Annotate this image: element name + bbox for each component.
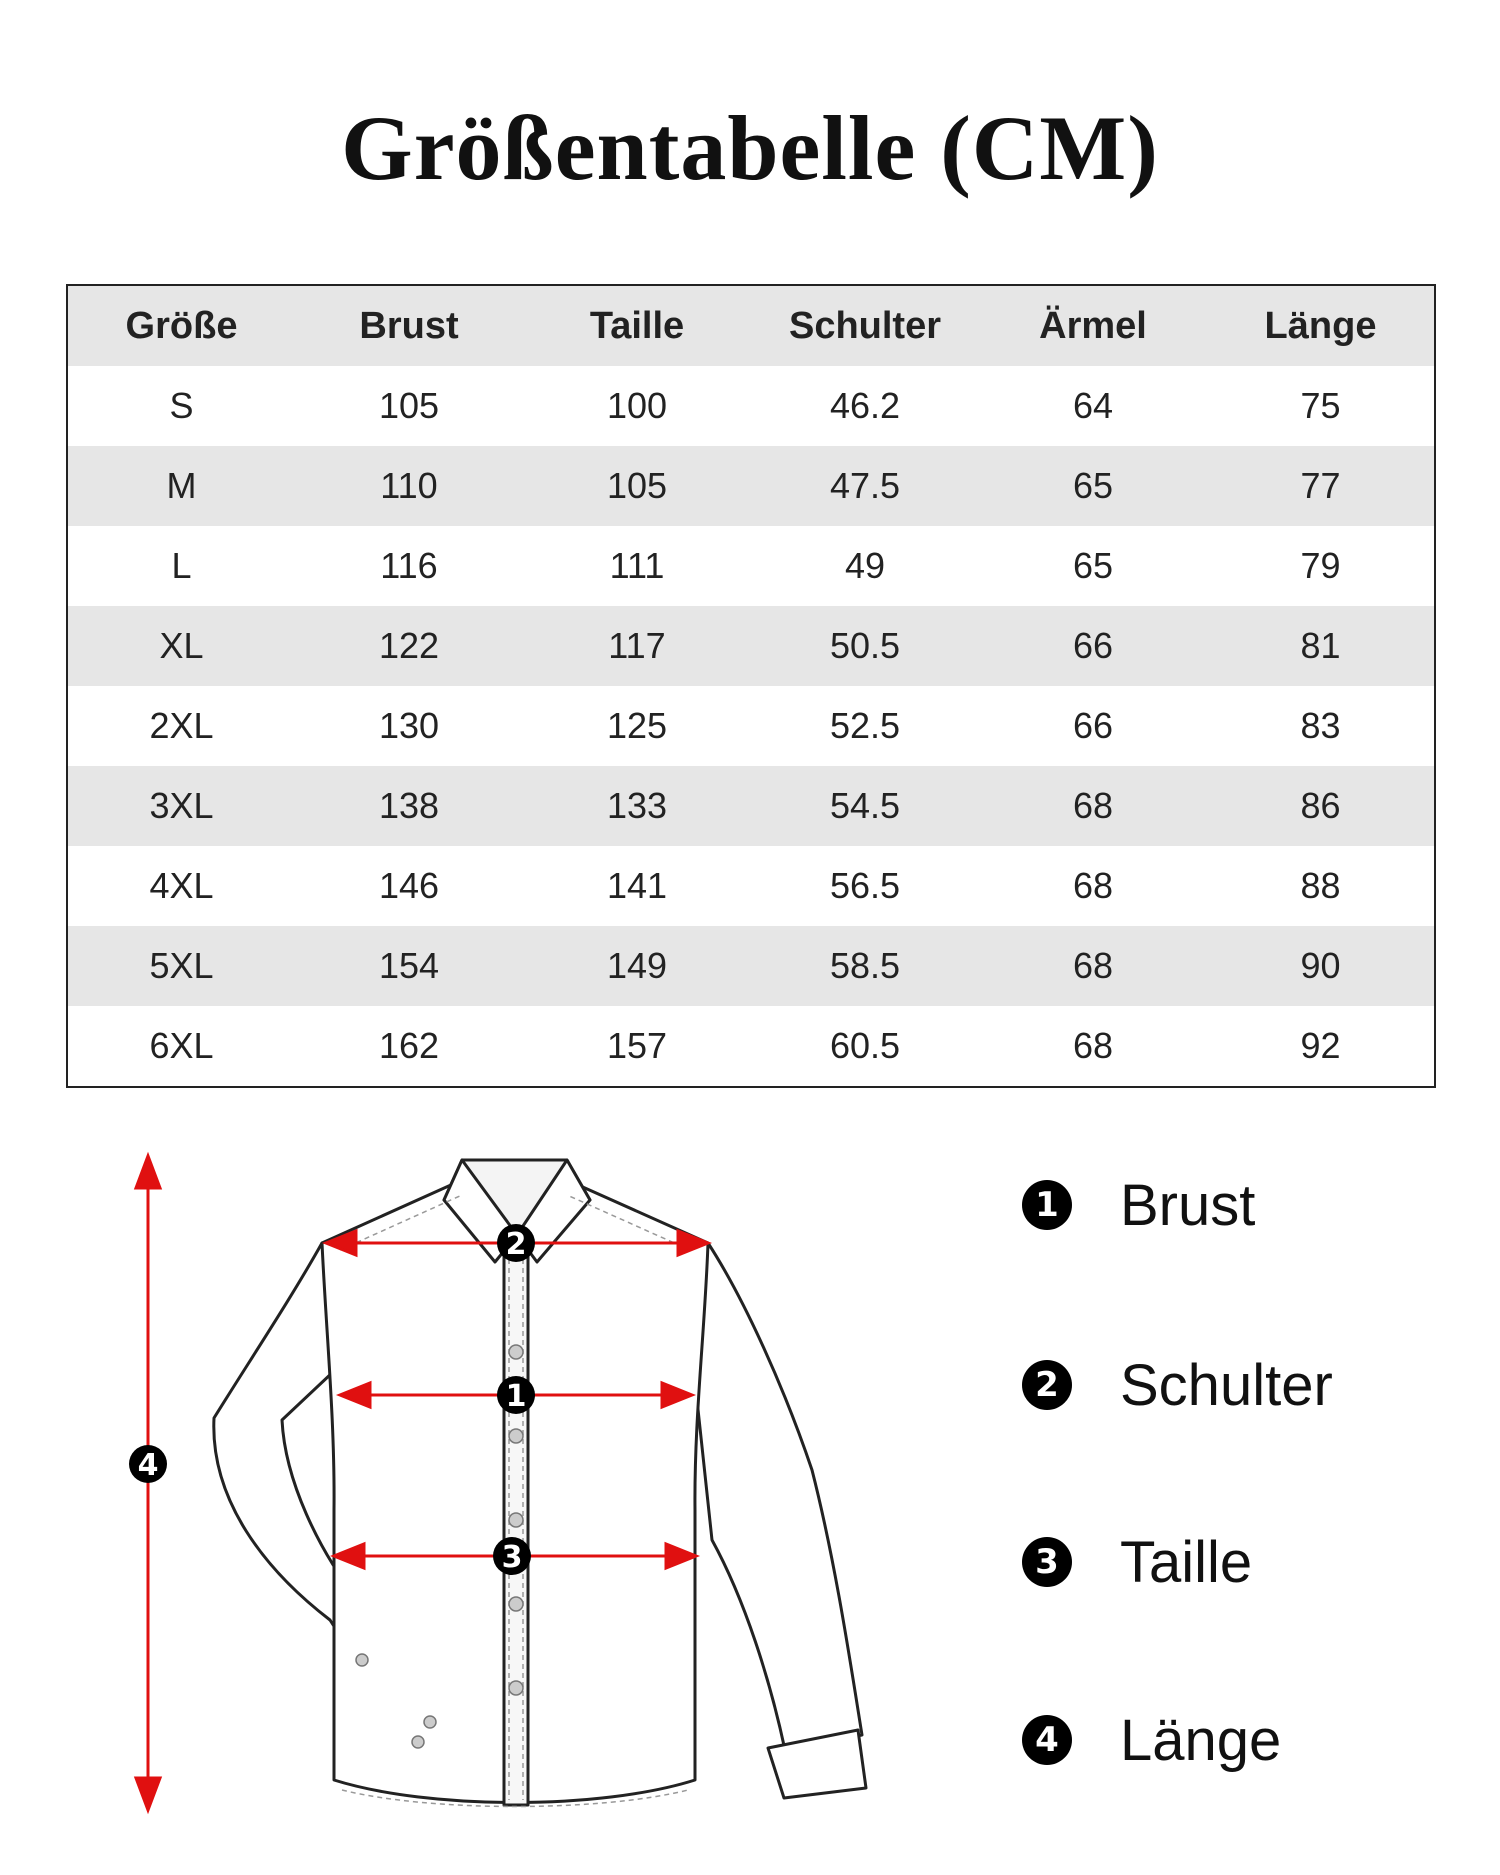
header-groesse: Größe: [67, 285, 295, 366]
legend-number: 4: [1022, 1715, 1072, 1765]
size-table: [66, 284, 1436, 1088]
table-cell: 65: [979, 526, 1207, 606]
table-cell: 146: [295, 846, 523, 926]
legend-number: 1: [1022, 1180, 1072, 1230]
table-cell: 86: [1207, 766, 1435, 846]
table-cell: 125: [523, 686, 751, 766]
svg-text:1: 1: [505, 1379, 527, 1414]
legend-label: Brust: [1120, 1172, 1256, 1238]
table-cell: 47.5: [751, 446, 979, 526]
table-cell: 68: [979, 846, 1207, 926]
table-cell: 116: [295, 526, 523, 606]
table-cell: 2XL: [67, 686, 295, 766]
table-row: [67, 846, 1435, 926]
table-cell: 6XL: [67, 1006, 295, 1087]
table-cell: 162: [295, 1006, 523, 1087]
table-cell: M: [67, 446, 295, 526]
table-cell: 3XL: [67, 766, 295, 846]
marker-waist: [493, 1537, 531, 1575]
table-cell: 157: [523, 1006, 751, 1087]
table-cell: 110: [295, 446, 523, 526]
table-row: [67, 766, 1435, 846]
legend-item-brust: [1022, 1165, 1255, 1245]
table-cell: 56.5: [751, 846, 979, 926]
table-cell: 105: [295, 366, 523, 446]
marker-chest: [497, 1376, 535, 1414]
legend-number: 3: [1022, 1537, 1072, 1587]
table-cell: 68: [979, 926, 1207, 1006]
table-row: [67, 446, 1435, 526]
legend-item-laenge: [1022, 1700, 1281, 1780]
table-cell: 149: [523, 926, 751, 1006]
svg-text:2: 2: [505, 1227, 527, 1262]
table-cell: 65: [979, 446, 1207, 526]
legend-label: Taille: [1120, 1529, 1253, 1595]
table-row: [67, 686, 1435, 766]
table-cell: 68: [979, 766, 1207, 846]
table-cell: 122: [295, 606, 523, 686]
table-cell: 4XL: [67, 846, 295, 926]
legend-label: Länge: [1120, 1707, 1282, 1773]
table-cell: 81: [1207, 606, 1435, 686]
marker-length: [129, 1445, 167, 1483]
table-cell: 111: [523, 526, 751, 606]
header-taille: Taille: [523, 285, 751, 366]
legend-item-schulter: [1022, 1345, 1333, 1425]
legend-label: Schulter: [1120, 1352, 1333, 1418]
table-cell: 154: [295, 926, 523, 1006]
table-body: [67, 366, 1435, 1087]
header-aermel: Ärmel: [979, 285, 1207, 366]
shirt-diagram: [0, 1120, 1000, 1840]
table-cell: 54.5: [751, 766, 979, 846]
table-cell: 77: [1207, 446, 1435, 526]
table-cell: 64: [979, 366, 1207, 446]
table-cell: 49: [751, 526, 979, 606]
table-cell: 117: [523, 606, 751, 686]
table-row: [67, 1006, 1435, 1087]
legend-item-taille: [1022, 1522, 1252, 1602]
header-brust: Brust: [295, 285, 523, 366]
table-cell: L: [67, 526, 295, 606]
table-row: [67, 526, 1435, 606]
header-schulter: Schulter: [751, 285, 979, 366]
table-header-row: [67, 285, 1435, 366]
table-cell: 83: [1207, 686, 1435, 766]
table-cell: 58.5: [751, 926, 979, 1006]
table-cell: 52.5: [751, 686, 979, 766]
table-cell: 66: [979, 606, 1207, 686]
table-cell: 46.2: [751, 366, 979, 446]
shirt-outline-icon: [214, 1160, 866, 1805]
table-cell: 88: [1207, 846, 1435, 926]
legend-number: 2: [1022, 1360, 1072, 1410]
header-laenge: Länge: [1207, 285, 1435, 366]
table-cell: 100: [523, 366, 751, 446]
table-cell: 133: [523, 766, 751, 846]
table-cell: 79: [1207, 526, 1435, 606]
table-cell: S: [67, 366, 295, 446]
table-cell: 50.5: [751, 606, 979, 686]
table-row: [67, 926, 1435, 1006]
table-cell: 68: [979, 1006, 1207, 1087]
table-row: [67, 366, 1435, 446]
table-cell: 141: [523, 846, 751, 926]
table-cell: 130: [295, 686, 523, 766]
right-sleeve: [697, 1243, 862, 1750]
svg-text:4: 4: [137, 1448, 159, 1483]
svg-text:3: 3: [501, 1540, 523, 1575]
table-row: [67, 606, 1435, 686]
marker-shoulder: [497, 1224, 535, 1262]
table-cell: 92: [1207, 1006, 1435, 1087]
table-cell: 90: [1207, 926, 1435, 1006]
table-cell: 66: [979, 686, 1207, 766]
table-cell: 75: [1207, 366, 1435, 446]
table-cell: 105: [523, 446, 751, 526]
table-cell: 5XL: [67, 926, 295, 1006]
table-cell: 138: [295, 766, 523, 846]
table-cell: 60.5: [751, 1006, 979, 1087]
table-cell: XL: [67, 606, 295, 686]
page-title: Größentabelle (CM): [341, 97, 1159, 199]
